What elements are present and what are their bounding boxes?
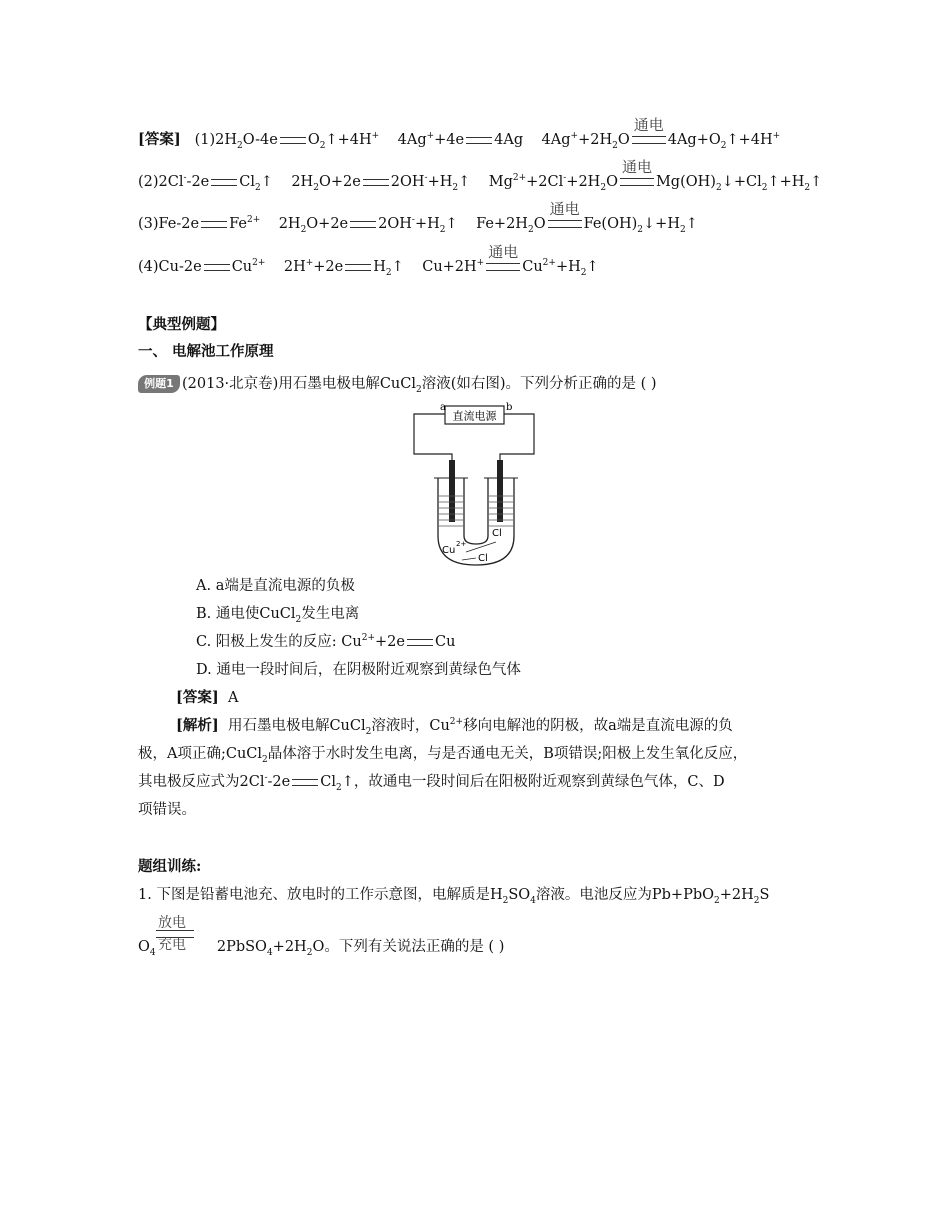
cu-ion-label: Cu (442, 545, 456, 556)
electrode-left (449, 460, 455, 522)
option-c: C. 阳极上发生的反应: $Cu^{2+}+2e$ Cu (196, 633, 456, 650)
charge-label: 充电 (158, 937, 186, 953)
power-source-label: 直流电源 (452, 409, 497, 423)
practice-question-1-cont: $O_4$ $2PbSO_4+2H_2O$。下列有关说法正确的是 ( ) (138, 939, 505, 958)
analysis-line-1: [解析] 用石墨电极电解CuCl$_2$溶液时，$Cu^{2+}$移向电解池的阴极，故a端是直流电源的负 (176, 717, 733, 737)
cl-ion-label-bottom: Cl (478, 553, 488, 564)
terminal-b-label: b (506, 402, 513, 413)
u-tube-inner (464, 478, 488, 544)
answer-line-2: (2)2Cl--2e $Cl_2↑$ $2H_2O+2e$ $2OH^-+H_2↑$ $Mg^{2+}+2Cl^-+2H_2O$ 通电 $Mg(OH)_2↓+Cl_2↑+H_2↑$ (138, 158, 823, 193)
discharge-label: 放电 (158, 915, 186, 931)
example-question: 例题1 (2013·北京卷)用石墨电极电解CuCl$_2$溶液(如右图)。下列分析正确的是 ( ) (138, 374, 657, 394)
answer-line-4: (4)Cu-2e $Cu^{2+}$ 2H++2e $H_2↑$ Cu+2H+ 通电 $Cu^{2+}+H_2↑$ (138, 243, 599, 278)
practice-title: 题组训练: (138, 858, 202, 875)
option-d: D. 通电一段时间后，在阴极附近观察到黄绿色气体 (196, 662, 521, 678)
electrode-right (497, 460, 503, 522)
equals-sign (280, 137, 306, 144)
electrolysis-arrow: 通电 (486, 263, 520, 271)
practice-question-1: 1. 下图是铅蓄电池充、放电时的工作示意图，电解质是$H_2SO_4$溶液。电池反应为$Pb+PbO_2+2H_2S$ (138, 887, 770, 906)
terminal-a-label: a (440, 402, 446, 413)
option-b: B. 通电使CuCl$_2$发生电离 (196, 606, 360, 625)
wire-left (414, 414, 452, 513)
electrolysis-arrow: 通电 (548, 220, 582, 228)
option-a: A. a端是直流电源的负极 (196, 578, 355, 594)
electrolysis-arrow: 通电 (620, 178, 654, 186)
answer-label: [答案] (138, 131, 181, 148)
section-heading: 【典型例题】 (138, 316, 225, 333)
analysis-line-3: 其电极反应式为2Cl--2e $Cl_2↑$，故通电一段时间后在阳极附近观察到黄绿色气体，C、D (138, 773, 725, 793)
sub-heading: 一、 电解池工作原理 (138, 343, 274, 360)
electrolysis-diagram (400, 400, 550, 568)
answer-line-3: (3)Fe-2e $Fe^{2+}$ $2H_2O+2e$ $2OH^-+H_2↑$ $Fe+2H_2O$ 通电 $Fe(OH)_2↓+H_2↑$ (138, 200, 698, 235)
example-badge: 例题1 (138, 375, 180, 393)
cl-ion-label-right: Cl (492, 528, 502, 539)
electrolysis-arrow: 通电 (632, 136, 666, 144)
analysis-line-2: 极，A项正确;CuCl$_2$晶体溶于水时发生电离，与是否通电无关，B项错误;阳极上发生氧化反应， (138, 746, 748, 765)
example-answer: [答案] A (176, 689, 239, 706)
wire-right (500, 414, 534, 513)
analysis-line-4: 项错误。 (138, 802, 196, 818)
cu-charge-label: 2+ (456, 540, 467, 548)
answer-line-1: [答案] $(1)2H_2O-4e$ $O_2↑+4H^+$ 4Ag++4e 4Ag $4Ag^++2H_2O$ 通电 $4Ag+O_2↑+4H^+$ (138, 116, 781, 151)
